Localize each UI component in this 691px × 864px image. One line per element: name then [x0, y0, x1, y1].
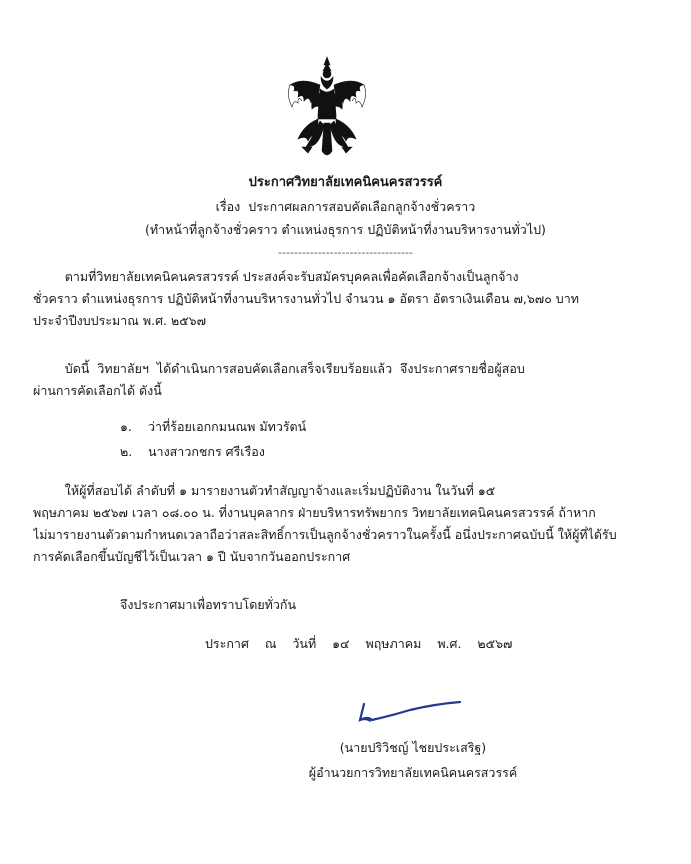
document-subject [0, 196, 691, 218]
document-title: ประกาศวิทยาลัยเทคนิคนครสวรรค์ [248, 175, 443, 190]
closing-statement: จึงประกาศมาเพื่อทราบโดยทั่วกัน [120, 597, 297, 612]
document-subtitle: (ทำหน้าที่ลูกจ้างชั่วคราว ตำแหน่งธุรการ ปฏิบัติหน้าที่งานบริหารงานทั่วไป) [145, 222, 546, 237]
paragraph-line: ประจำปีงบประมาณ พ.ศ. ๒๕๖๗ [33, 313, 206, 328]
paragraph-line: ให้ผู้ที่สอบได้ ลำดับที่ ๑ มารายงานตัวทำสัญญาจ้างและเริ่มปฏิบัติงาน ในวันที่ ๑๕ [33, 483, 496, 498]
list-item-name: นางสาวกชกร ศรีเรือง [148, 444, 265, 459]
subject-label: เรื่อง [215, 199, 241, 214]
passed-candidates-list [120, 416, 306, 466]
subject-text: ประกาศผลการสอบคัดเลือกลูกจ้างชั่วคราว [248, 199, 476, 214]
garuda-emblem-icon [284, 55, 370, 163]
divider-line: ---------------------------------- [278, 246, 413, 259]
signer-position: ผู้อำนวยการวิทยาลัยเทคนิคนครสวรรค์ [308, 765, 518, 780]
paragraph-line: ชั่วคราว ตำแหน่งธุรการ ปฏิบัติหน้าที่งานบริหารงานทั่วไป จำนวน ๑ อัตรา อัตราเงินเดือน ๗,๖๗๐ บาท [33, 291, 579, 306]
list-item-number: ๑. [120, 419, 132, 434]
announcement-date: ประกาศ ณ วันที่ ๑๔ พฤษภาคม พ.ศ. ๒๕๖๗ [205, 636, 513, 651]
paragraph-line: บัดนี้ วิทยาลัยฯ ได้ดำเนินการสอบคัดเลือกเสร็จเรียบร้อยแล้ว จึงประกาศรายชื่อผู้สอบ [33, 361, 525, 376]
paragraph-line: ผ่านการคัดเลือกได้ ดังนี้ [33, 383, 162, 398]
paragraph-instructions [33, 480, 643, 568]
paragraph-line: พฤษภาคม ๒๕๖๗ เวลา ๐๘.๐๐ น. ที่งานบุคลากร ฝ่ายบริหารทรัพยากร วิทยาลัยเทคนิคนครสวรรค์ ถ้าหาก [33, 505, 596, 520]
paragraph-line: ตามที่วิทยาลัยเทคนิคนครสวรรค์ ประสงค์จะรับสมัครบุคคลเพื่อคัดเลือกจ้างเป็นลูกจ้าง [33, 269, 519, 284]
signer-name: (นายปริวิชญ์ ไชยประเสริฐ) [339, 740, 487, 755]
list-item-name: ว่าที่ร้อยเอกกมนณพ มัทวรัตน์ [148, 419, 307, 434]
signature-icon [350, 690, 470, 730]
paragraph-line: การคัดเลือกขึ้นบัญชีไว้เป็นเวลา ๑ ปี นับจากวันออกประกาศ [33, 549, 351, 564]
paragraph-result [33, 358, 643, 402]
list-item [120, 416, 306, 438]
paragraph-line: ไม่มารายงานตัวตามกำหนดเวลาถือว่าสละสิทธิ์การเป็นลูกจ้างชั่วคราวในครั้งนี้ อนึ่งประกาศฉบับนี้ ให้ผู้ที่ได้รับ [33, 527, 617, 542]
paragraph-intro [33, 266, 643, 332]
list-item [120, 441, 306, 463]
list-item-number: ๒. [120, 444, 133, 459]
